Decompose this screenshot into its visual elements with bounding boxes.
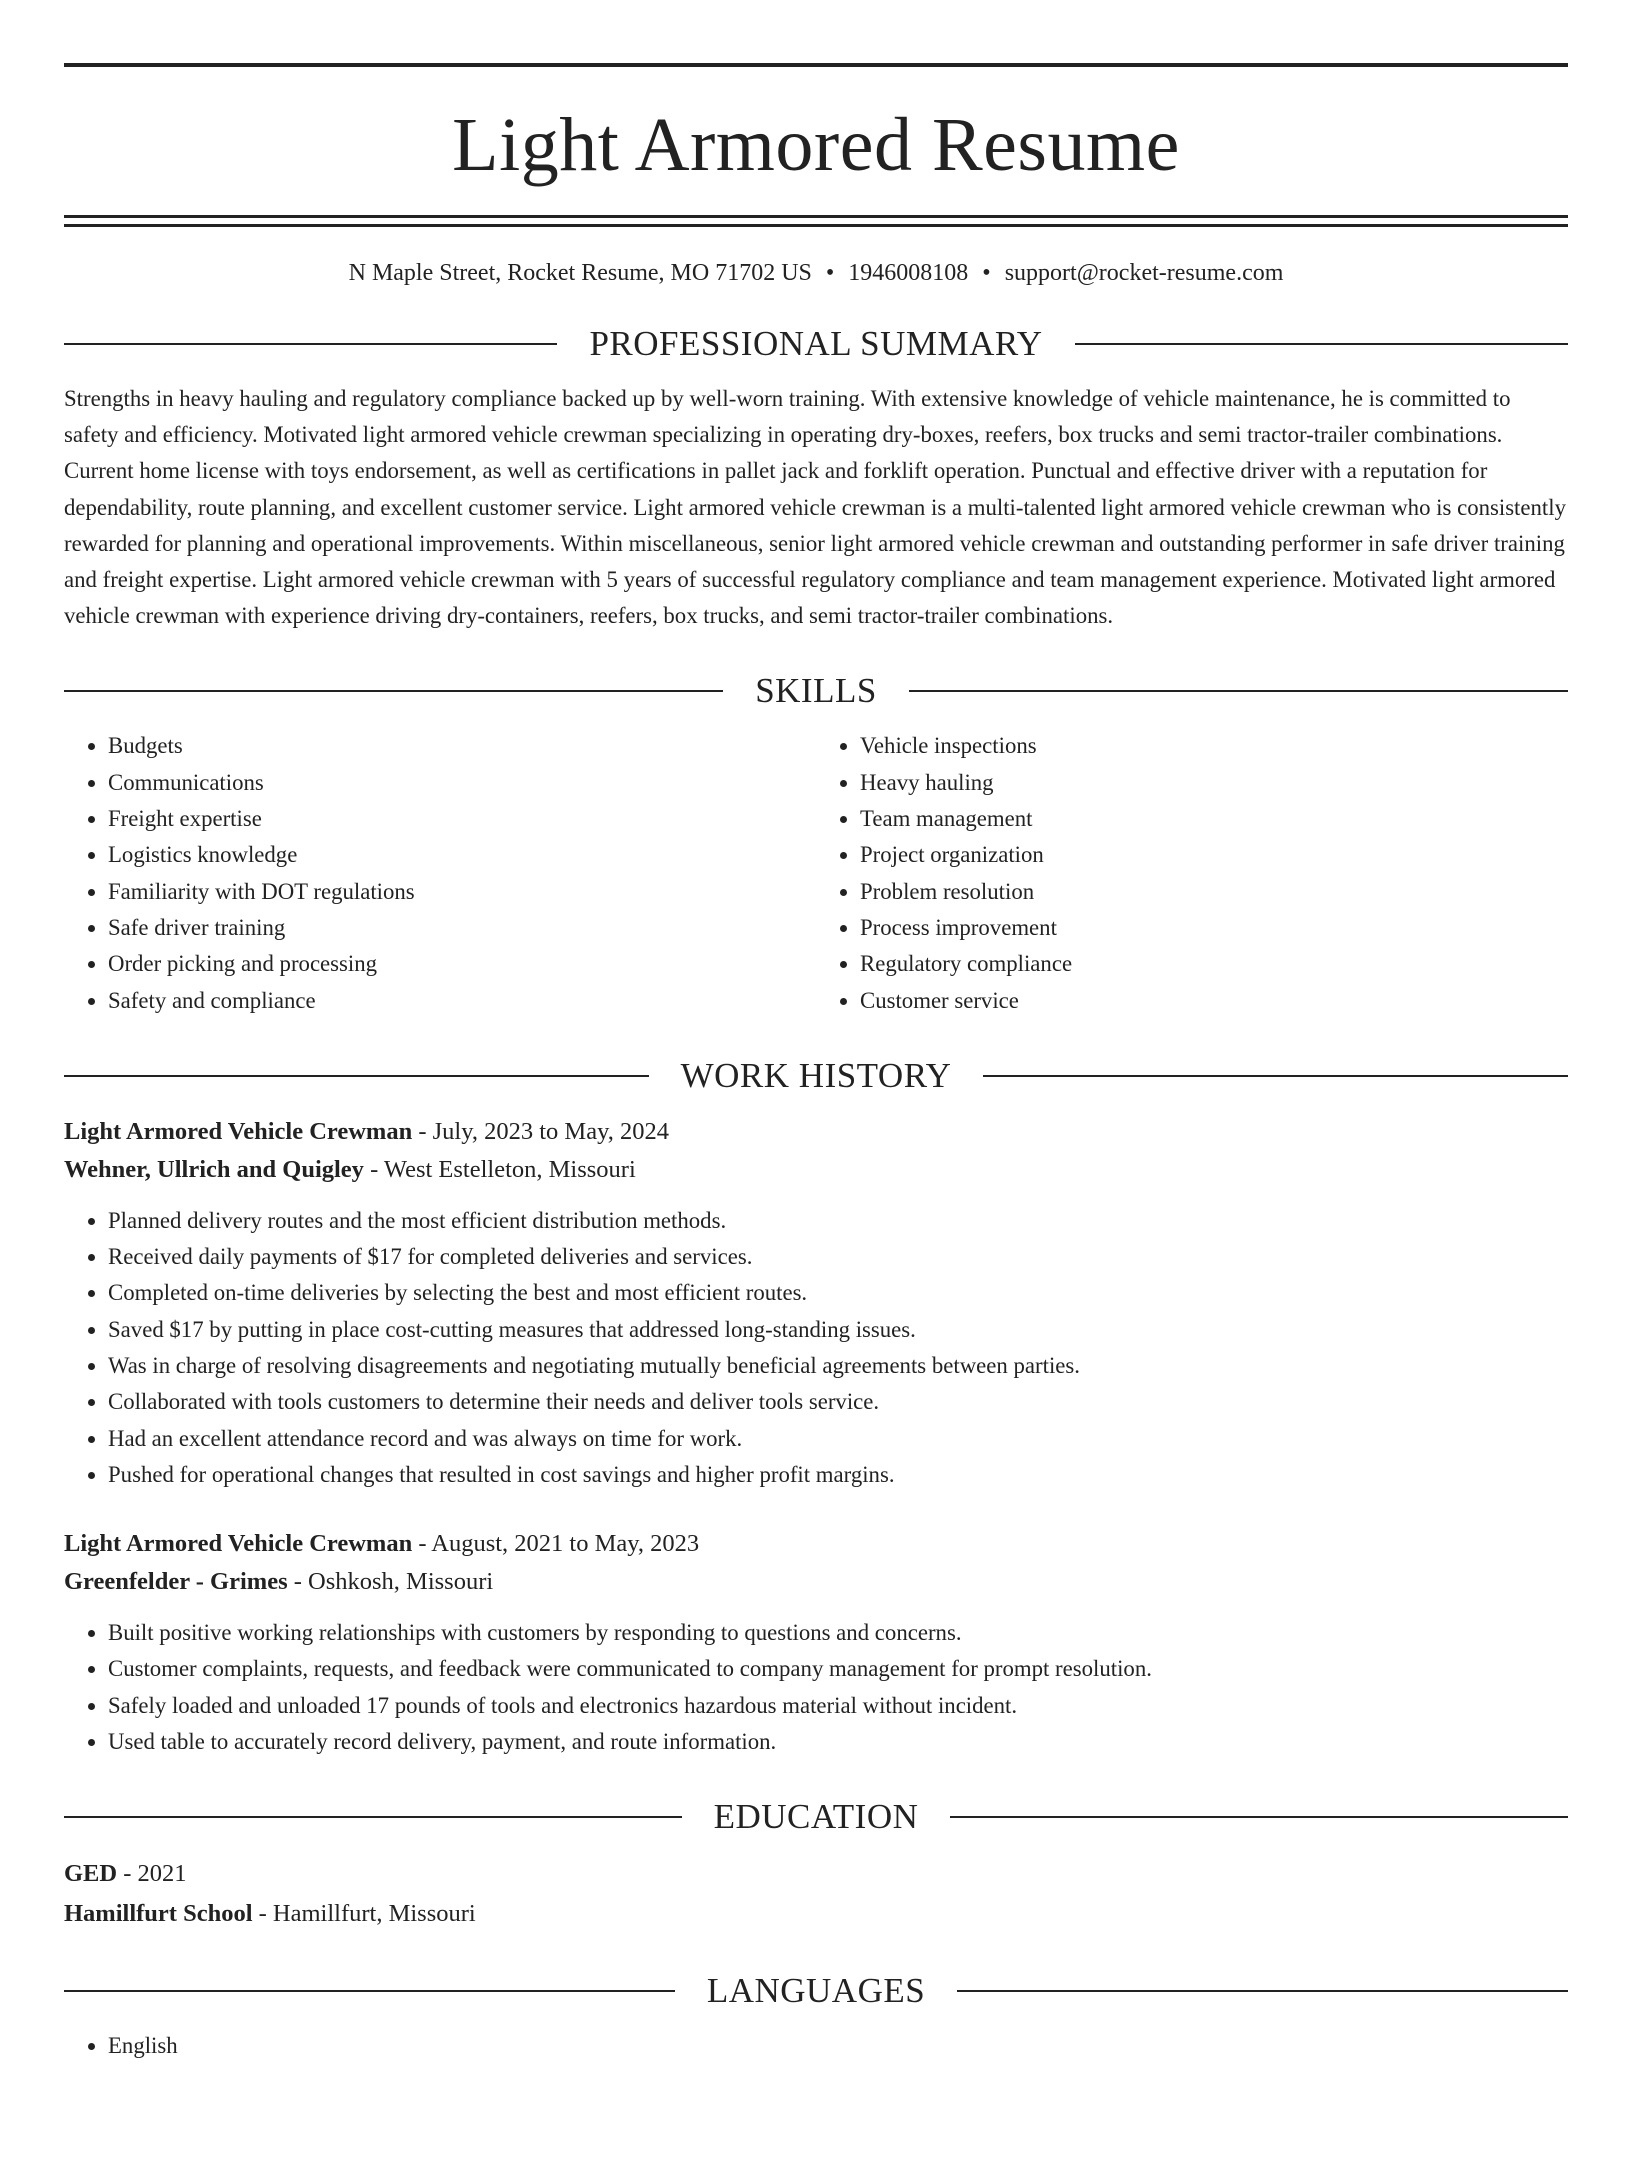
contact-separator: • [825, 260, 835, 286]
contact-address: N Maple Street, Rocket Resume, MO 71702 US [348, 260, 812, 286]
section-rule [64, 1990, 675, 1992]
skills-list-left [64, 728, 816, 1018]
job-bullet: • Built positive working relationships with customers by responding to questions and concerns. [108, 1615, 1568, 1651]
section-header-skills [64, 672, 1568, 710]
education-school: Hamillfurt School [64, 1900, 253, 1928]
skill-item: • Familiarity with DOT regulations [108, 874, 816, 910]
contact-email: support@rocket-resume.com [1004, 260, 1284, 286]
section-rule [1075, 343, 1568, 345]
job-bullet: • Safely loaded and unloaded 17 pounds of tools and electronics hazardous material without incident. [108, 1688, 1568, 1724]
skill-item: • Order picking and processing [108, 946, 816, 982]
skill-item: • Regulatory compliance [860, 946, 1568, 982]
section-rule [64, 343, 557, 345]
skill-item: • Logistics knowledge [108, 837, 816, 873]
contact-line [64, 259, 1568, 287]
education-school-line [64, 1894, 1568, 1934]
skill-item: • Customer service [860, 983, 1568, 1019]
job-entry [64, 1113, 1568, 1493]
section-rule [64, 1816, 682, 1818]
skill-item: • Heavy hauling [860, 765, 1568, 801]
skills-list-right [816, 728, 1568, 1018]
section-rule [64, 1075, 649, 1077]
job-bullets [64, 1203, 1568, 1493]
education-year: - 2021 [117, 1860, 187, 1888]
skill-item: • Vehicle inspections [860, 728, 1568, 764]
job-bullet: • Saved $17 by putting in place cost-cutting measures that addressed long-standing issues. [108, 1312, 1568, 1348]
job-dates: - August, 2021 to May, 2023 [412, 1530, 700, 1558]
skill-item: • Process improvement [860, 910, 1568, 946]
job-bullet: • Pushed for operational changes that resulted in cost savings and higher profit margins. [108, 1457, 1568, 1493]
skill-item: • Safety and compliance [108, 983, 816, 1019]
skill-item: • Project organization [860, 837, 1568, 873]
summary-text: Strengths in heavy hauling and regulatory compliance backed up by well-worn training. With extensive knowledge of vehicle maintenance, he is committed to safety and efficiency. Motivated light armored vehicle crewman specializing in operating dry-boxes, reefers, box trucks and semi tractor-trailer combinations. Current home license with toys endorsement, as well as certifications in pallet jack and forklift operation. Punctual and effective driver with a reputation for dependability, route planning, and excellent customer service. Light armored vehicle crewman is a multi-talented light armored vehicle crewman who is consistently rewarded for planning and operational improvements. Within miscellaneous, senior light armored vehicle crewman and outstanding performer in safe driver training and freight expertise. Light armored vehicle crewman with 5 years of successful regulatory compliance and team management experience. Motivated light armored vehicle crewman with experience driving dry-containers, reefers, box trucks, and semi tractor-trailer combinations. [64, 386, 1566, 629]
section-rule [909, 690, 1568, 692]
job-company: Wehner, Ullrich and Quigley [64, 1155, 364, 1183]
top-rule [64, 63, 1568, 67]
job-location: - Oshkosh, Missouri [287, 1568, 494, 1596]
section-title: PROFESSIONAL SUMMARY [589, 324, 1043, 363]
job-bullet: • Had an excellent attendance record and was always on time for work. [108, 1421, 1568, 1457]
section-title: EDUCATION [713, 1797, 919, 1837]
section-rule [957, 1990, 1568, 1992]
section-rule [64, 690, 723, 692]
job-title-line [64, 1113, 1568, 1151]
job-bullet: • Planned delivery routes and the most efficient distribution methods. [108, 1203, 1568, 1239]
job-title: Light Armored Vehicle Crewman [64, 1530, 413, 1558]
section-header-summary [64, 325, 1568, 363]
job-entry [64, 1525, 1568, 1760]
skill-item: • Safe driver training [108, 910, 816, 946]
job-bullet: • Collaborated with tools customers to determine their needs and deliver tools service. [108, 1384, 1568, 1420]
section-header-work [64, 1057, 1568, 1095]
section-title: SKILLS [755, 671, 877, 711]
skill-item: • Communications [108, 765, 816, 801]
skill-item: • Freight expertise [108, 801, 816, 837]
education-degree: GED [64, 1860, 118, 1888]
languages-list [64, 2028, 1568, 2064]
job-company-line [64, 1563, 1568, 1601]
job-title: Light Armored Vehicle Crewman [64, 1117, 413, 1145]
contact-phone: 1946008108 [848, 260, 969, 286]
job-bullet: • Used table to accurately record delivery, payment, and route information. [108, 1724, 1568, 1760]
section-header-languages [64, 1972, 1568, 2010]
job-company-line [64, 1151, 1568, 1189]
job-bullet: • Completed on-time deliveries by selecting the best and most efficient routes. [108, 1275, 1568, 1311]
skill-item: • Budgets [108, 728, 816, 764]
job-bullet: • Customer complaints, requests, and feedback were communicated to company management for prompt resolution. [108, 1651, 1568, 1687]
language-item: • English [108, 2028, 1568, 2064]
section-rule [983, 1075, 1568, 1077]
resume-page [0, 63, 1632, 2175]
skill-item: • Team management [860, 801, 1568, 837]
skill-item: • Problem resolution [860, 874, 1568, 910]
job-title-line [64, 1525, 1568, 1563]
job-company: Greenfelder - Grimes [64, 1568, 288, 1596]
education-location: - Hamillfurt, Missouri [252, 1900, 476, 1928]
section-title: WORK HISTORY [680, 1055, 952, 1095]
job-location: - West Estelleton, Missouri [363, 1155, 636, 1183]
double-rule [64, 215, 1568, 227]
job-bullet: • Received daily payments of $17 for completed deliveries and services. [108, 1239, 1568, 1275]
job-bullets [64, 1615, 1568, 1760]
section-title: LANGUAGES [706, 1971, 926, 2011]
section-header-education [64, 1798, 1568, 1836]
section-rule [950, 1816, 1568, 1818]
resume-name: Light Armored Resume [452, 103, 1180, 187]
skills-columns [64, 728, 1568, 1018]
job-dates: - July, 2023 to May, 2024 [412, 1117, 670, 1145]
education-degree-line [64, 1854, 1568, 1894]
job-bullet: • Was in charge of resolving disagreements and negotiating mutually beneficial agreements between parties. [108, 1348, 1568, 1384]
contact-separator: • [982, 260, 991, 286]
